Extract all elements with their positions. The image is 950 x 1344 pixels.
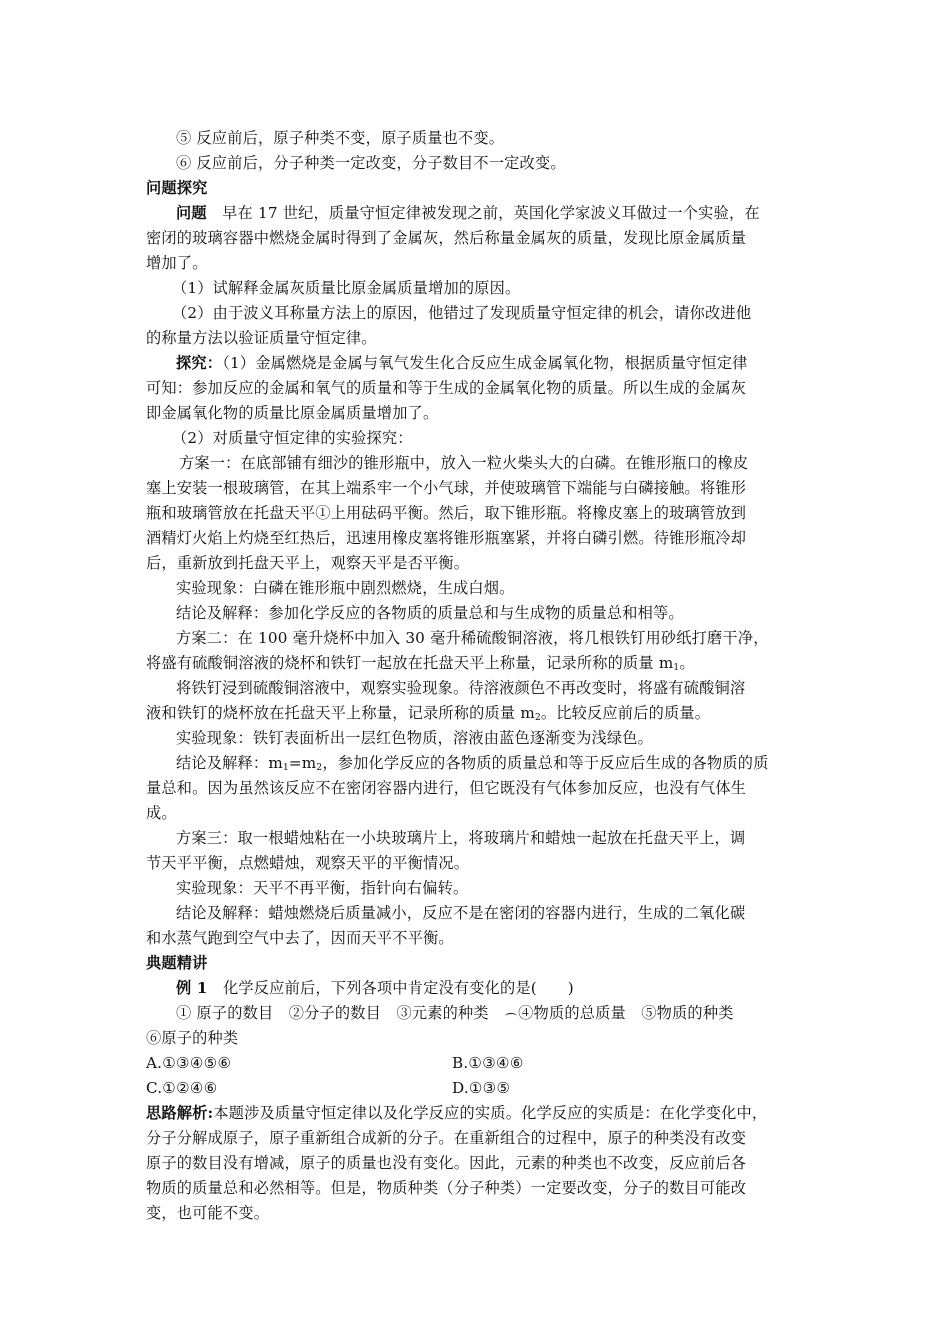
- text-span: 结论及解释：m: [176, 754, 283, 772]
- choice-row: [146, 1076, 816, 1101]
- problem-paragraph: [176, 201, 846, 226]
- text-span: 本题涉及质量守恒定律以及化学反应的实质。化学反应的实质是：在化学变化中，: [213, 1104, 768, 1122]
- choice-c: C.①②④⑥: [146, 1079, 218, 1097]
- text-line: 方案三：取一根蜡烛粘在一小块玻璃片上，将玻璃片和蜡烛一起放在托盘天平上，调: [176, 829, 746, 847]
- subscript: 2: [534, 713, 541, 723]
- text-span: =m: [288, 754, 317, 772]
- text-line: 可知：参加反应的金属和氧气的质量和等于生成的金属氧化物的质量。所以生成的金属灰: [146, 379, 747, 397]
- text-line: 酒精灯火焰上灼烧至红热后，迅速用橡皮塞将锥形瓶塞紧，并将白磷引燃。待锥形瓶冷却: [146, 529, 747, 547]
- text-line: 密闭的玻璃容器中燃烧金属时得到了金属灰，然后称量金属灰的质量，发现比原金属质量: [146, 229, 747, 247]
- text-line: 结论及解释：参加化学反应的各物质的质量总和与生成物的质量总和相等。: [176, 604, 684, 622]
- analysis-label: 思路解析:: [146, 1104, 214, 1122]
- text-span: ④物质的总质量 ⑤物质的种类: [518, 1004, 734, 1022]
- text-line: 实验现象：白磷在锥形瓶中剧烈燃烧，生成白烟。: [176, 579, 515, 597]
- text-line: 物质的质量总和必然相等。但是，物质种类（分子种类）一定要改变，分子的数目可能改: [146, 1179, 747, 1197]
- options-line: [176, 1001, 846, 1026]
- text-line: 后，重新放到托盘天平上，观察天平是否平衡。: [146, 554, 470, 572]
- text-span: 化学反应前后，下列各项中肯定没有变化的是( ): [207, 979, 574, 997]
- text-line: 成。: [146, 804, 177, 822]
- text-line: 变，也可能不变。: [146, 1204, 270, 1222]
- section-heading-example-explained: 典题精讲: [146, 954, 208, 972]
- text-line: 结论及解释：蜡烛燃烧后质量减小，反应不是在密闭的容器内进行，生成的二氧化碳: [176, 904, 746, 922]
- text-line: 瓶和玻璃管放在托盘天平①上用砝码平衡。然后，取下锥形瓶。将橡皮塞上的玻璃管放到: [146, 504, 747, 522]
- text-span: 。比较反应前后的质量。: [540, 704, 711, 722]
- text-line: 增加了。: [146, 254, 208, 272]
- problem-label: 问题: [176, 204, 207, 222]
- text-line: 和水蒸气跑到空气中去了，因而天平不平衡。: [146, 929, 454, 947]
- choice-b: B.①③④⑥: [452, 1054, 524, 1072]
- options-line: ⑥原子的种类: [146, 1029, 239, 1047]
- text-span: 将盛有硫酸铜溶液的烧杯和铁钉一起放在托盘天平上称量，记录所称的质量 m: [146, 654, 674, 672]
- text-line: 原子的数目没有增减，原子的质量也没有变化。因此，元素的种类也不改变，反应前后各: [146, 1154, 747, 1172]
- text-line: 实验现象：天平不再平衡，指针向右偏转。: [176, 879, 469, 897]
- text-line: 节天平平衡，点燃蜡烛，观察天平的平衡情况。: [146, 854, 470, 872]
- text-line: （2）由于波义耳称量方法上的原因，他错过了发现质量守恒定律的机会，请你改进他: [172, 304, 752, 322]
- subscript: 1: [673, 663, 680, 673]
- subscript: 2: [316, 763, 323, 773]
- section-heading-problem-inquiry: 问题探究: [146, 179, 208, 197]
- text-span: 早在 17 世纪，质量守恒定律被发现之前，英国化学家波义耳做过一个实验，在: [206, 204, 760, 222]
- text-line: 塞上安装一根玻璃管，在其上端系牢一个小气球，并使玻璃管下端能与白磷接触。将锥形: [146, 479, 747, 497]
- text-span: （1）金属燃烧是金属与氧气发生化合反应生成金属氧化物，根据质量守恒定律: [222, 354, 748, 372]
- subscript: 1: [282, 763, 289, 773]
- text-span: 液和铁钉的烧杯放在托盘天平上称量，记录所称的质量 m: [146, 704, 535, 722]
- text-line: （1）试解释金属灰质量比原金属质量增加的原因。: [172, 279, 521, 297]
- text-span: 。: [679, 654, 695, 672]
- example-question: [176, 976, 846, 1001]
- text-line: 方案二：在 100 毫升烧杯中加入 30 毫升稀硫酸铜溶液，将几根铁钉用砂纸打磨干净，: [176, 629, 769, 647]
- ink-mark-icon: [504, 1010, 518, 1018]
- choice-row: [146, 1051, 816, 1076]
- text-span: ① 原子的数目 ②分子的数目 ③元素的种类: [176, 1004, 505, 1022]
- text-line: 即金属氧化物的质量比原金属质量增加了。: [146, 404, 439, 422]
- inquiry-paragraph: [176, 351, 846, 376]
- choice-a: A.①③④⑤⑥: [146, 1054, 232, 1072]
- text-line: ⑤ 反应前后，原子种类不变，原子质量也不变。: [176, 129, 505, 147]
- example-label: 例 1: [176, 979, 208, 997]
- text-span: ，参加化学反应的各物质的质量总和等于反应后生成的各物质的质: [322, 754, 769, 772]
- text-line: 方案一：在底部铺有细沙的锥形瓶中，放入一粒火柴头大的白磷。在锥形瓶口的橡皮: [179, 454, 749, 472]
- text-line: 的称量方法以验证质量守恒定律。: [146, 329, 377, 347]
- choice-d: D.①③⑤: [452, 1079, 511, 1097]
- text-line: 将铁钉浸到硫酸铜溶液中，观察实验现象。待溶液颜色不再改变时，将盛有硫酸铜溶: [176, 679, 746, 697]
- text-line: ⑥ 反应前后，分子种类一定改变，分子数目不一定改变。: [176, 154, 566, 172]
- text-line: 量总和。因为虽然该反应不在密闭容器内进行，但它既没有气体参加反应，也没有气体生: [146, 779, 747, 797]
- inquiry-label: 探究：: [176, 354, 223, 372]
- text-line: 实验现象：铁钉表面析出一层红色物质，溶液由蓝色逐渐变为浅绿色。: [176, 729, 654, 747]
- text-line: （2）对质量守恒定律的实验探究：: [172, 429, 413, 447]
- analysis-paragraph: [146, 1101, 816, 1126]
- text-line: 分子分解成原子，原子重新组合成新的分子。在重新组合的过程中，原子的种类没有改变: [146, 1129, 747, 1147]
